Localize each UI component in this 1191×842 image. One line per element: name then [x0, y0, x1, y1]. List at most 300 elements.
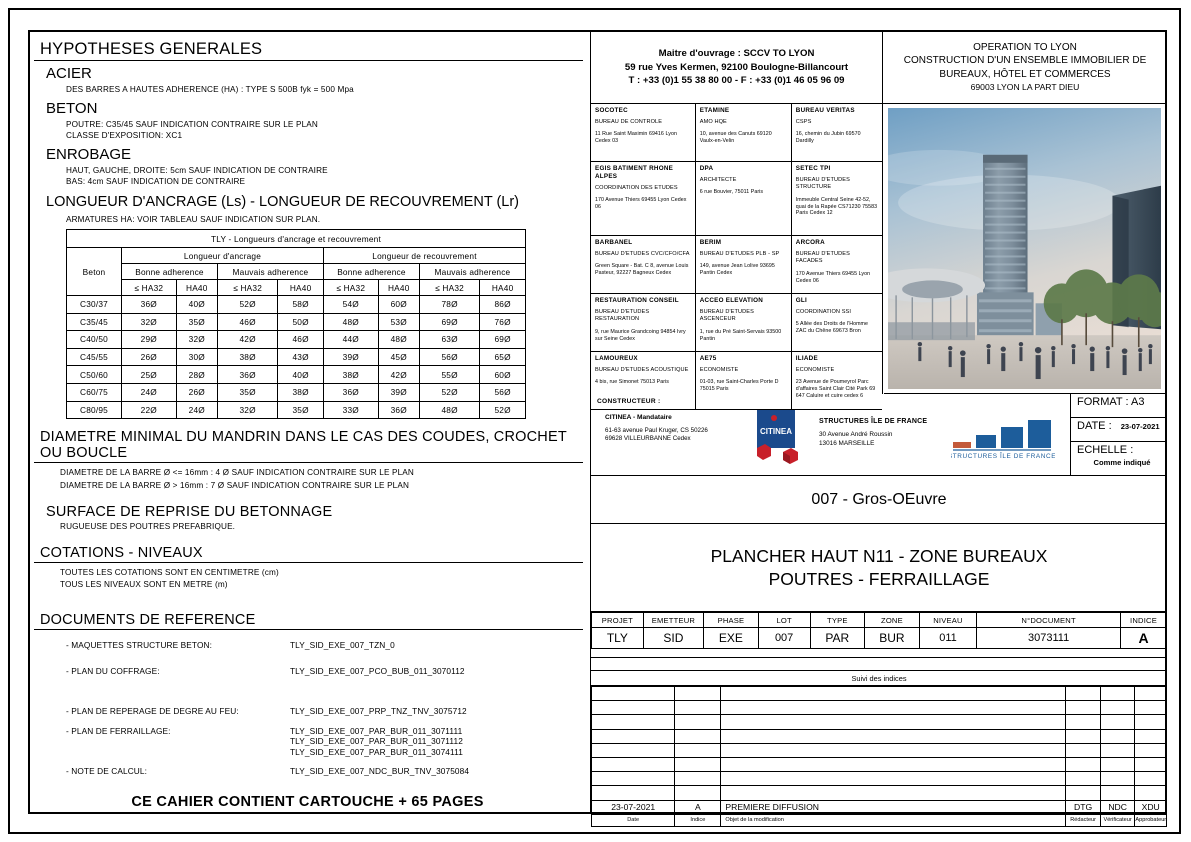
- citinea-name: CITINEA - Mandataire: [605, 414, 672, 421]
- table-cell: 56Ø: [480, 383, 526, 401]
- table-cell: 30Ø: [176, 348, 217, 366]
- contact-name: ILIADE: [795, 355, 818, 362]
- table-cell: 56Ø: [419, 348, 479, 366]
- contact-name: SETEC TPI: [795, 165, 831, 172]
- revision-cell[interactable]: [592, 772, 675, 786]
- date-row: [1071, 418, 1167, 442]
- title-block-header: [591, 32, 1167, 104]
- sidf-logo: [951, 416, 1055, 462]
- table-row: [67, 313, 526, 331]
- table-cell: 86Ø: [480, 296, 526, 314]
- blank-band: [591, 657, 1167, 671]
- table-row: [67, 383, 526, 401]
- contact-cell: [591, 236, 696, 294]
- rendering-svg: [888, 108, 1161, 389]
- table-row: [67, 348, 526, 366]
- revision-cell[interactable]: [1100, 687, 1135, 701]
- code-header: LOT: [758, 613, 810, 628]
- reference-document-label: - MAQUETTES STRUCTURE BETON:: [66, 639, 213, 650]
- drawing-title-line-1: PLANCHER HAUT N11 - ZONE BUREAUX: [710, 545, 1048, 566]
- revision-cell[interactable]: [721, 701, 1066, 715]
- table-cell: 32Ø: [122, 313, 177, 331]
- armatures-note: ARMATURES HA: VOIR TABLEAU SAUF INDICATION SUR PLAN.: [66, 214, 321, 224]
- reference-document-row: [30, 666, 585, 679]
- table-cell: 32Ø: [217, 401, 277, 419]
- sidf-addr-2: 13016 MARSEILLE: [819, 440, 875, 447]
- contact-name: LAMOUREUX: [595, 355, 638, 362]
- reference-document-values: [290, 706, 467, 717]
- table-row: [67, 366, 526, 384]
- contact-cell: [696, 162, 792, 236]
- table-cell-beton: C30/37: [67, 296, 122, 314]
- revision-cell[interactable]: [1100, 701, 1135, 715]
- code-value: 011: [919, 628, 977, 649]
- table-cell: 22Ø: [122, 401, 177, 419]
- table-cell-beton: C45/55: [67, 348, 122, 366]
- document-code-table: [591, 612, 1167, 649]
- echelle-row: [1071, 442, 1167, 476]
- table-cell: 76Ø: [480, 313, 526, 331]
- contact-address: 1, rue du Pré Saint-Servais 93500 Pantin: [699, 328, 782, 342]
- drawing-title: [591, 524, 1167, 612]
- contact-role: COORDINATION SSI: [795, 309, 852, 315]
- revision-cell[interactable]: [1066, 772, 1101, 786]
- table-cell: 42Ø: [217, 331, 277, 349]
- table-group-ancrage: Longueur d'ancrage: [122, 248, 324, 264]
- revision-cell[interactable]: [675, 757, 721, 771]
- table-cell-beton: C50/60: [67, 366, 122, 384]
- table-cell: 46Ø: [278, 331, 324, 349]
- contact-role: AMO HQE: [699, 119, 727, 125]
- revision-header-verificateur: Vérificateur: [1100, 814, 1135, 826]
- table-group-recouvrement: Longueur de recouvrement: [323, 248, 525, 264]
- table-cell: 38Ø: [278, 383, 324, 401]
- contact-name: ARCORA: [795, 239, 825, 246]
- revision-cell[interactable]: [721, 786, 1066, 800]
- table-col-header: ≤ HA32: [122, 280, 177, 296]
- citinea-logo: [749, 408, 809, 466]
- contact-address: 16, chemin du Jubin 69570 Dardilly: [795, 131, 861, 145]
- revision-cell[interactable]: [1100, 729, 1135, 743]
- format-value: A3: [1131, 396, 1145, 408]
- contact-name: ETAMINE: [699, 107, 730, 114]
- reference-document-label: - NOTE DE CALCUL:: [66, 765, 147, 776]
- revision-cell[interactable]: [592, 687, 675, 701]
- revision-cell[interactable]: [1066, 786, 1101, 800]
- reference-document-label: - PLAN DE FERRAILLAGE:: [66, 725, 171, 736]
- revision-header-indice: Indice: [675, 814, 721, 826]
- revision-row-empty[interactable]: [592, 786, 1167, 800]
- reference-document-row: [30, 725, 585, 757]
- revision-verificateur[interactable]: NDC: [1100, 800, 1135, 814]
- contact-role: BUREAU D'ETUDES STRUCTURE: [795, 177, 850, 191]
- contact-role: BUREAU D'ETUDES ASCENCEUR: [699, 309, 754, 323]
- contact-name: ACCEO ELEVATION: [699, 297, 764, 304]
- code-header: EMETTEUR: [643, 613, 703, 628]
- revision-cell[interactable]: [721, 687, 1066, 701]
- revision-header-objet: Objet de la modification: [721, 814, 1066, 826]
- contact-address: 5 Allée des Droits de l'Homme ZAC du Chêne 69673 Bron: [795, 321, 868, 335]
- reference-document-row: [30, 640, 585, 653]
- revision-row-empty[interactable]: [592, 757, 1167, 771]
- heading-acier: ACIER: [46, 65, 92, 82]
- table-cell: 52Ø: [480, 401, 526, 419]
- revision-row[interactable]: [592, 800, 1167, 814]
- table-cell: 36Ø: [217, 366, 277, 384]
- reference-document-code: TLY_SID_EXE_007_PRP_TNZ_TNV_3075712: [290, 705, 467, 716]
- mo-line-1: Maitre d'ouvrage : SCCV TO LYON: [658, 48, 815, 60]
- heading-cotations: COTATIONS - NIVEAUX: [40, 544, 203, 561]
- table-cell: 58Ø: [278, 296, 324, 314]
- op-line-2: CONSTRUCTION D'UN ENSEMBLE IMMOBILIER DE: [903, 55, 1147, 66]
- revision-cell[interactable]: [675, 715, 721, 729]
- table-cell: 53Ø: [378, 313, 419, 331]
- code-value: SID: [643, 628, 703, 649]
- revision-row-empty[interactable]: [592, 743, 1167, 757]
- table-cell: 32Ø: [176, 331, 217, 349]
- revision-cell[interactable]: [592, 729, 675, 743]
- table-row: [67, 401, 526, 419]
- contact-role: CSPS: [795, 119, 812, 125]
- mandrin-line-2: DIAMETRE DE LA BARRE Ø > 16mm : 7 Ø SAUF INDICATION CONTRAIRE SUR LE PLAN: [60, 480, 410, 490]
- revision-cell[interactable]: [1066, 757, 1101, 771]
- table-col-header: ≤ HA32: [323, 280, 378, 296]
- table-cell: 78Ø: [419, 296, 479, 314]
- table-cell: 35Ø: [217, 383, 277, 401]
- rule: [34, 562, 583, 563]
- citinea-info: [597, 414, 757, 444]
- revision-cell[interactable]: [1100, 757, 1135, 771]
- reference-document-label: - PLAN DU COFFRAGE:: [66, 665, 160, 676]
- mo-line-2: 59 rue Yves Kermen, 92100 Boulogne-Billancourt: [624, 61, 849, 73]
- reference-document-values: [290, 766, 469, 777]
- revision-cell[interactable]: [1135, 757, 1167, 771]
- contact-role: BUREAU D'ETUDES FACADES: [795, 251, 850, 265]
- lot-row: [591, 476, 1167, 524]
- code-header: PHASE: [704, 613, 759, 628]
- op-line-4: 69003 LYON LA PART DIEU: [970, 82, 1080, 92]
- contact-role: ECONOMISTE: [795, 367, 835, 373]
- code-value: A: [1121, 628, 1167, 649]
- contacts-grid: [591, 104, 883, 399]
- revision-cell[interactable]: [721, 729, 1066, 743]
- revision-cell[interactable]: [592, 786, 675, 800]
- revision-table: [591, 686, 1167, 827]
- table-cell: 36Ø: [323, 383, 378, 401]
- contact-address: 23 Avenue de Poumeyrol Parc d'affaires Saint Clair Cité Park 69 647 Caluire et cuire cedex 6: [795, 379, 876, 399]
- table-sub-3: Mauvais adherence: [419, 264, 525, 280]
- format-row: [1071, 394, 1167, 418]
- acier-text: DES BARRES A HAUTES ADHERENCE (HA) : TYPE S 500B fyk = 500 Mpa: [66, 85, 354, 94]
- revision-row-empty[interactable]: [592, 772, 1167, 786]
- revision-cell[interactable]: [1066, 715, 1101, 729]
- table-cell: 35Ø: [176, 313, 217, 331]
- table-cell: 39Ø: [323, 348, 378, 366]
- reference-document-label: - PLAN DE REPERAGE DE DEGRE AU FEU:: [66, 705, 239, 716]
- table-cell: 48Ø: [419, 401, 479, 419]
- contact-cell: [792, 236, 882, 294]
- revision-cell[interactable]: [1066, 701, 1101, 715]
- contact-role: BUREAU D'ETUDES CVC/CFO/CFA: [595, 251, 690, 257]
- revision-cell[interactable]: [1135, 687, 1167, 701]
- heading-mandrin: DIAMETRE MINIMAL DU MANDRIN DANS LE CAS DES COUDES, CROCHET OU BOUCLE: [40, 429, 567, 462]
- revision-header-date: Date: [592, 814, 675, 826]
- revision-cell[interactable]: [1066, 729, 1101, 743]
- drawing-title-line-2: POUTRES - FERRAILLAGE: [768, 568, 990, 589]
- contact-address: 149, avenue Jean Lolive 93695 Pantin Cedex: [699, 263, 775, 277]
- table-col-header: HA40: [176, 280, 217, 296]
- table-col-header: ≤ HA32: [217, 280, 277, 296]
- echelle-label: ECHELLE :: [1077, 444, 1134, 456]
- revision-cell[interactable]: [721, 715, 1066, 729]
- table-cell: 69Ø: [419, 313, 479, 331]
- revision-cell[interactable]: [1100, 743, 1135, 757]
- table-col-header: HA40: [278, 280, 324, 296]
- table-row: [67, 331, 526, 349]
- contact-name: BERIM: [699, 239, 722, 246]
- revision-cell[interactable]: [1066, 687, 1101, 701]
- revision-approbateur[interactable]: XDU: [1135, 800, 1167, 814]
- contact-cell: [792, 162, 882, 236]
- code-header: PROJET: [592, 613, 644, 628]
- code-value: EXE: [704, 628, 759, 649]
- constructeur-label: CONSTRUCTEUR :: [597, 398, 661, 405]
- table-beton-label: Beton: [67, 248, 122, 296]
- table-cell: 24Ø: [176, 401, 217, 419]
- revision-date[interactable]: 23-07-2021: [592, 800, 675, 814]
- sidf-addr-1: 30 Avenue André Roussin: [819, 431, 893, 438]
- op-line-1: OPERATION TO LYON: [973, 41, 1077, 53]
- revision-row-empty[interactable]: [592, 701, 1167, 715]
- date-value: 23-07-2021: [1120, 422, 1160, 431]
- format-date-scale-box: [1071, 394, 1167, 476]
- beton-line-1: POUTRE: C35/45 SAUF INDICATION CONTRAIRE SUR LE PLAN: [66, 119, 318, 129]
- contact-name: GLI: [795, 297, 808, 304]
- title-block-panel: [590, 32, 1167, 824]
- revision-header-redacteur: Rédacteur: [1066, 814, 1101, 826]
- revision-cell[interactable]: [721, 772, 1066, 786]
- contact-address: 9, rue Maurice Grandcoing 94854 Ivry sur Seine Cedex: [595, 328, 686, 342]
- code-value: PAR: [810, 628, 865, 649]
- revision-cell[interactable]: [721, 743, 1066, 757]
- lot-label: 007 - Gros-OEuvre: [811, 490, 947, 508]
- table-cell: 24Ø: [122, 383, 177, 401]
- contact-name: EGIS BATIMENT RHONE ALPES: [595, 165, 674, 180]
- revision-cell[interactable]: [675, 729, 721, 743]
- code-value: TLY: [592, 628, 644, 649]
- maitre-ouvrage-block: [591, 32, 883, 103]
- table-cell: 38Ø: [217, 348, 277, 366]
- table-cell: 33Ø: [323, 401, 378, 419]
- table-cell: 55Ø: [419, 366, 479, 384]
- reference-documents-list: [30, 640, 585, 780]
- reference-document-code: TLY_SID_EXE_007_NDC_BUR_TNV_3075084: [290, 765, 470, 776]
- table-cell: 40Ø: [278, 366, 324, 384]
- contact-role: BUREAU D'ETUDES PLB - SP: [699, 251, 780, 257]
- revision-redacteur[interactable]: DTG: [1066, 800, 1101, 814]
- op-line-3: BUREAUX, HÔTEL ET COMMERCES: [939, 68, 1111, 80]
- revision-cell[interactable]: [1135, 701, 1167, 715]
- revision-cell[interactable]: [1100, 715, 1135, 729]
- revision-cell[interactable]: [1135, 772, 1167, 786]
- table-sub-2: Bonne adherence: [323, 264, 419, 280]
- reference-document-values: [290, 640, 395, 651]
- revision-cell[interactable]: [1135, 729, 1167, 743]
- reference-document-row: [30, 766, 585, 779]
- revision-cell[interactable]: [592, 743, 675, 757]
- code-header: N°DOCUMENT: [977, 613, 1121, 628]
- contact-address: 10, avenue des Canuts 69120 Vaulx-en-Velin: [699, 131, 772, 145]
- contact-cell: [696, 236, 792, 294]
- operation-block: [883, 32, 1167, 103]
- contact-name: BUREAU VERITAS: [795, 107, 855, 114]
- table-cell: 69Ø: [480, 331, 526, 349]
- revision-cell[interactable]: [675, 786, 721, 800]
- rule: [34, 60, 583, 61]
- table-cell: 42Ø: [378, 366, 419, 384]
- table-cell-beton: C60/75: [67, 383, 122, 401]
- table-cell: 60Ø: [480, 366, 526, 384]
- contacts-row: [591, 236, 882, 294]
- revision-cell[interactable]: [675, 772, 721, 786]
- contact-role: BUREAU D'ETUDES ACOUSTIQUE: [595, 367, 689, 373]
- table-col-header: HA40: [480, 280, 526, 296]
- contact-name: BARBANEL: [595, 239, 633, 246]
- contacts-row: [591, 104, 882, 162]
- table-cell-beton: C35/45: [67, 313, 122, 331]
- revision-cell[interactable]: [1100, 772, 1135, 786]
- contact-address: 170 Avenue Thiers 69455 Lyon Cedex 06: [795, 270, 871, 284]
- reference-document-values: [290, 666, 465, 677]
- revision-cell[interactable]: [1100, 786, 1135, 800]
- revision-objet[interactable]: PREMIERE DIFFUSION: [721, 800, 1066, 814]
- heading-surface-reprise: SURFACE DE REPRISE DU BETONNAGE: [46, 504, 333, 521]
- suivi-text: Suivi des indices: [851, 673, 907, 683]
- mandrin-line-1: DIAMETRE DE LA BARRE Ø <= 16mm : 4 Ø SAUF INDICATION CONTRAIRE SUR LE PLAN: [60, 468, 414, 478]
- citinea-addr-2: 69628 VILLEURBANNE Cedex: [605, 435, 691, 443]
- table-col-header: ≤ HA32: [419, 280, 479, 296]
- contact-name: RESTAURATION CONSEIL: [595, 297, 679, 304]
- code-header: ZONE: [865, 613, 920, 628]
- table-cell-beton: C40/50: [67, 331, 122, 349]
- contact-cell: [591, 104, 696, 162]
- anchorage-length-table: [66, 229, 526, 419]
- constructeur-block: [591, 394, 1071, 476]
- building-rendering: [884, 104, 1167, 394]
- heading-beton: BETON: [46, 99, 98, 117]
- table-cell: 40Ø: [176, 296, 217, 314]
- revision-cell[interactable]: [1066, 743, 1101, 757]
- revision-cell[interactable]: [1135, 786, 1167, 800]
- rule: [34, 629, 583, 630]
- heading-hypotheses: HYPOTHESES GENERALES: [40, 40, 263, 58]
- table-cell: 63Ø: [419, 331, 479, 349]
- citinea-logo-text: CITINEA: [760, 427, 792, 436]
- table-cell: 52Ø: [419, 383, 479, 401]
- reference-document-code: TLY_SID_EXE_007_PAR_BUR_011_3074111: [290, 746, 463, 757]
- contact-cell: [591, 162, 696, 236]
- revision-row-empty[interactable]: [592, 687, 1167, 701]
- revision-header-row: [592, 814, 1167, 826]
- contact-cell: [696, 294, 792, 352]
- revision-cell[interactable]: [592, 715, 675, 729]
- table-cell: 52Ø: [217, 296, 277, 314]
- table-cell: 48Ø: [323, 313, 378, 331]
- revision-row-empty[interactable]: [592, 715, 1167, 729]
- contacts-row: [591, 162, 882, 236]
- contact-address: Green Square - Bat. C 8, avenue Louis Pasteur, 92227 Bagneux Cedex: [595, 263, 689, 277]
- contact-address: 6 rue Bouvier, 75011 Paris: [699, 189, 764, 196]
- table-cell: 26Ø: [122, 348, 177, 366]
- revision-cell[interactable]: [721, 757, 1066, 771]
- table-cell: 38Ø: [323, 366, 378, 384]
- contact-address: 01-03, rue Saint-Charles Porte D 75015 Paris: [699, 379, 779, 393]
- beton-line-2: CLASSE D'EXPOSITION: XC1: [66, 131, 183, 140]
- contact-role: BUREAU DE CONTROLE: [595, 119, 663, 125]
- general-notes-panel: [30, 32, 585, 812]
- table-cell: 45Ø: [378, 348, 419, 366]
- table-sub-0: Bonne adherence: [122, 264, 218, 280]
- reference-document-code: TLY_SID_EXE_007_TZN_0: [290, 639, 395, 650]
- echelle-value: Comme indiqué: [1093, 458, 1151, 467]
- table-col-header: HA40: [378, 280, 419, 296]
- rule: [34, 462, 583, 463]
- contact-role: BUREAU D'ETUDES RESTAURATION: [595, 309, 650, 323]
- contact-cell: [591, 294, 696, 352]
- contact-cell: [792, 294, 882, 352]
- revision-cell[interactable]: [675, 743, 721, 757]
- contact-address: 4 bis, rue Simonet 75013 Paris: [595, 379, 669, 386]
- table-cell: 50Ø: [278, 313, 324, 331]
- code-header: INDICE: [1121, 613, 1167, 628]
- suivi-indices-label: [591, 671, 1167, 686]
- table-cell: 60Ø: [378, 296, 419, 314]
- reference-document-values: [290, 726, 463, 758]
- heading-enrobage: ENROBAGE: [46, 145, 132, 163]
- revision-cell[interactable]: [1135, 715, 1167, 729]
- surface-line-1: RUGUEUSE DES POUTRES PREFABRIQUE.: [60, 522, 236, 532]
- enrobage-line-2: BAS: 4cm SAUF INDICATION DE CONTRAIRE: [66, 177, 246, 186]
- revision-row-empty[interactable]: [592, 729, 1167, 743]
- heading-documents-reference: DOCUMENTS DE REFERENCE: [40, 611, 256, 628]
- citinea-addr-1: 61-63 avenue Paul Kruger, CS 50226: [605, 427, 708, 434]
- revision-cell[interactable]: [675, 687, 721, 701]
- contact-address: 11 Rue Saint Maximin 69416 Lyon Cedex 03: [595, 131, 677, 145]
- table-cell: 65Ø: [480, 348, 526, 366]
- code-header: TYPE: [810, 613, 865, 628]
- code-value: 3073111: [977, 628, 1121, 649]
- contacts-row: [591, 294, 882, 352]
- table-title: TLY - Longueurs d'ancrage et recouvrement: [67, 230, 526, 248]
- revision-cell[interactable]: [592, 757, 675, 771]
- contact-cell: [792, 104, 882, 162]
- revision-cell[interactable]: [1135, 743, 1167, 757]
- revision-indice[interactable]: A: [675, 800, 721, 814]
- table-cell: 44Ø: [323, 331, 378, 349]
- table-cell: 43Ø: [278, 348, 324, 366]
- code-header: NIVEAU: [919, 613, 977, 628]
- enrobage-line-1: HAUT, GAUCHE, DROITE: 5cm SAUF INDICATION DE CONTRAIRE: [66, 165, 328, 175]
- revision-cell[interactable]: [675, 701, 721, 715]
- heading-longueur-ancrage: LONGUEUR D'ANCRAGE (Ls) - LONGUEUR DE RECOUVREMENT (Lr): [46, 193, 519, 210]
- mo-line-3: T : +33 (0)1 55 38 80 00 - F : +33 (0)1 46 05 96 09: [628, 75, 845, 87]
- table-cell: 28Ø: [176, 366, 217, 384]
- contact-name: AE75: [699, 355, 717, 362]
- table-cell: 26Ø: [176, 383, 217, 401]
- reference-document-row: [30, 706, 585, 719]
- revision-header-approbateur: Approbateur: [1135, 814, 1167, 826]
- revision-cell[interactable]: [592, 701, 675, 715]
